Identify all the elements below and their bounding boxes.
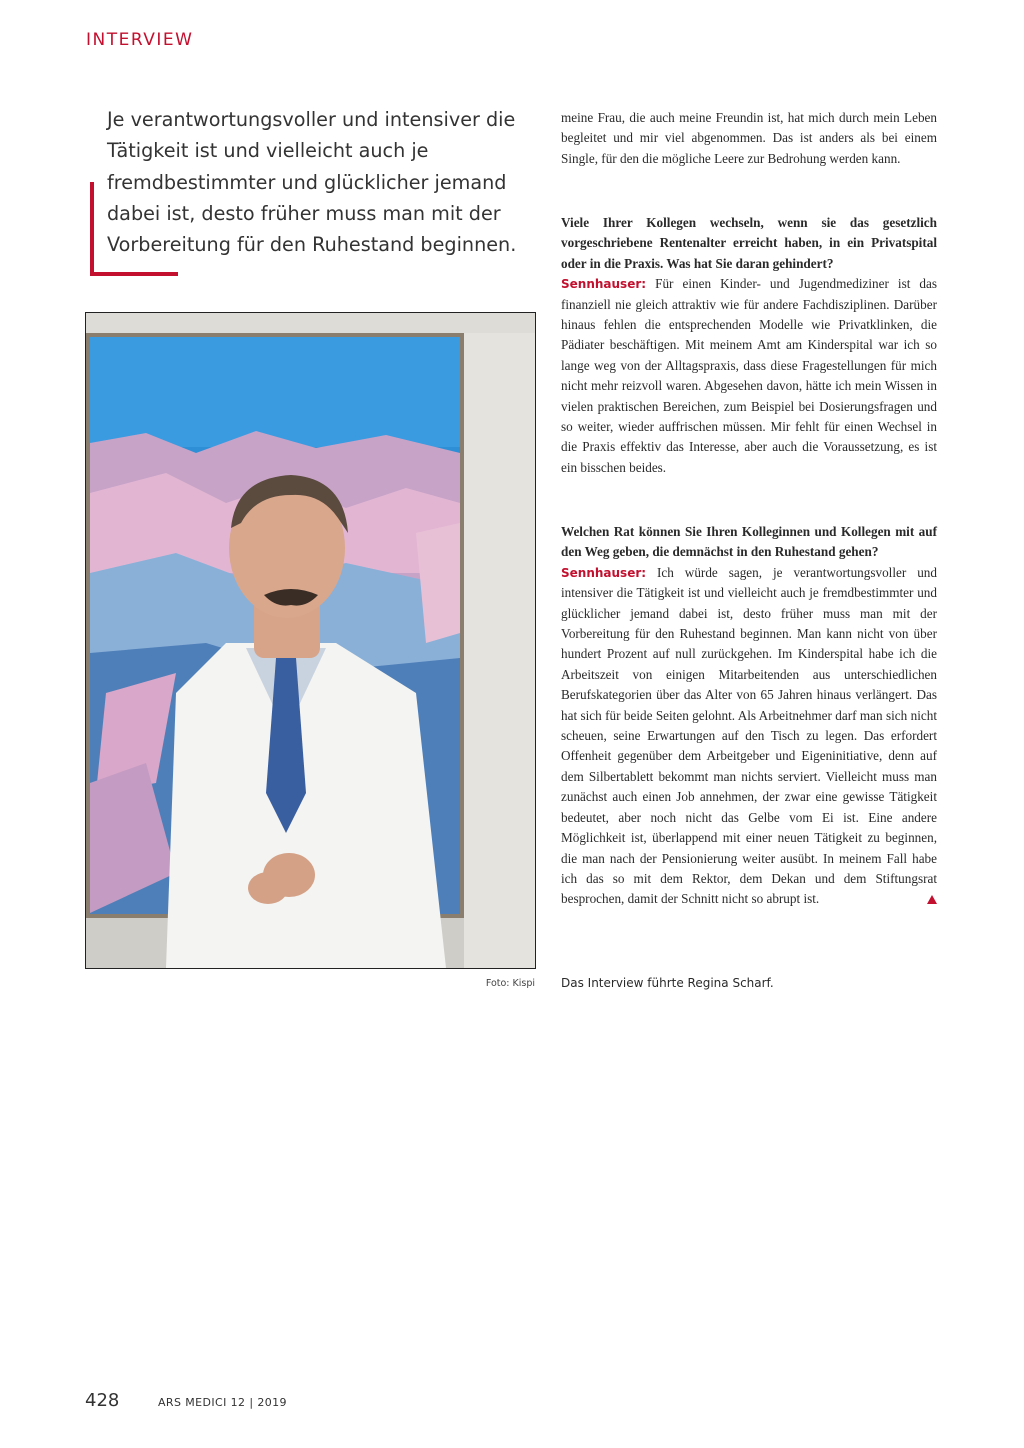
portrait-photo: [85, 312, 536, 969]
section-label: INTERVIEW: [86, 30, 194, 50]
answer-2: [561, 563, 937, 910]
question-2: Welchen Rat können Sie Ihren Kolleginnen und Kollegen mit auf den Weg geben, die demnächst in den Ruhestand gehen?: [561, 524, 937, 560]
answer-1-text: Für einen Kinder- und Jugendmediziner ist das finanziell nie gleich attraktiv wie für andere Fachdisziplinen. Darüber hinaus fehlen die entsprechenden Modelle wie Privatklinken, die Pädiater beschäftigen. Mit meinem Amt am Kinderspital war ich so lange weg von der Alltagspraxis, dass diese Fragestellungen für mich nicht mehr reizvoll waren. Abgesehen davon, hätte ich mein Wissen in vielen praktischen Bereichen, zum Beispiel bei Dosierungsfragen und so weiter, wieder auffrischen müssen. Mir fehlt für einen Wechsel in die Praxis effektiv das Interesse, aber auch die Voraussetzung, es ist ein bisschen beides.: [561, 276, 938, 475]
pull-quote-bracket-vertical: [90, 182, 94, 276]
answer-2-text: Ich würde sagen, je verantwortungsvoller und intensiver die Tätigkeit ist und vielleicht auch je fremdbestimmter und glücklicher jemand dabei ist, desto früher muss man mit der Vorbereitung für den Ruhestand beginnen. Man kann nicht von über hundert Prozent auf null zurückgehen. Im Kinderspital habe ich die Arbeitszeit von einigen Mitarbeitenden aus unterschiedlichen Berufskategorien über das Alter von 65 Jahren hinaus verlängert. Das hat sich für beide Seiten gelohnt. Als Arbeitnehmer darf man sich nicht scheuen, seine Erwartungen auf den Tisch zu legen. Das erfordert Offenheit gegenüber dem Arbeitgeber und Eigeninitiative, denn auf dem Silbertablett bekommt man nichts serviert. Vielleicht muss man zunächst auch einen Job annehmen, der zwar eine gewisse Tätigkeit bedeutet, aber noch nicht das Gelbe vom Ei ist. Eine andere Möglichkeit ist, überlappend mit einer neuen Tätigkeit zu beginnen, die man nach der Pensionierung weiter ausübt. In meinem Fall habe ich das so mit dem Rektor, dem Dekan und dem Stiftungsrat besprochen, damit der Schnitt nicht so abrupt ist.: [561, 564, 937, 907]
photo-caption: Foto: Kispi: [485, 978, 535, 989]
question-1: Viele Ihrer Kollegen wechseln, wenn sie das gesetzlich vorgeschriebene Rentenalter erreicht haben, in ein Privatspital oder in die Praxis. Was hat Sie daran gehindert?: [561, 215, 937, 271]
journal-issue: ARS MEDICI 12 | 2019: [158, 1396, 287, 1409]
qa-block-2: [561, 522, 937, 910]
speaker-label: Sennhauser:: [561, 277, 647, 292]
qa-block-1: [561, 213, 937, 478]
answer-1: [561, 274, 937, 478]
pull-quote: [90, 104, 530, 276]
pull-quote-text: Je verantwortungsvoller und intensiver die Tätigkeit ist und vielleicht auch je fremdbestimmter und glücklicher jemand dabei ist, desto früher muss man mit der Vorbereitung für den Ruhestand beginnen.: [107, 108, 517, 257]
interview-credit: Das Interview führte Regina Scharf.: [561, 976, 774, 990]
speaker-label: Sennhauser:: [561, 565, 647, 580]
page-number: 428: [85, 1390, 120, 1411]
pull-quote-bracket-horizontal: [90, 272, 178, 276]
end-of-article-icon: [927, 895, 937, 904]
intro-paragraph: [561, 108, 937, 169]
intro-text: meine Frau, die auch meine Freundin ist, hat mich durch mein Leben begleitet und mir viel abgenommen. Das ist anders als bei einem Single, für den die mögliche Leere zur Bedrohung werden kann.: [561, 110, 937, 166]
